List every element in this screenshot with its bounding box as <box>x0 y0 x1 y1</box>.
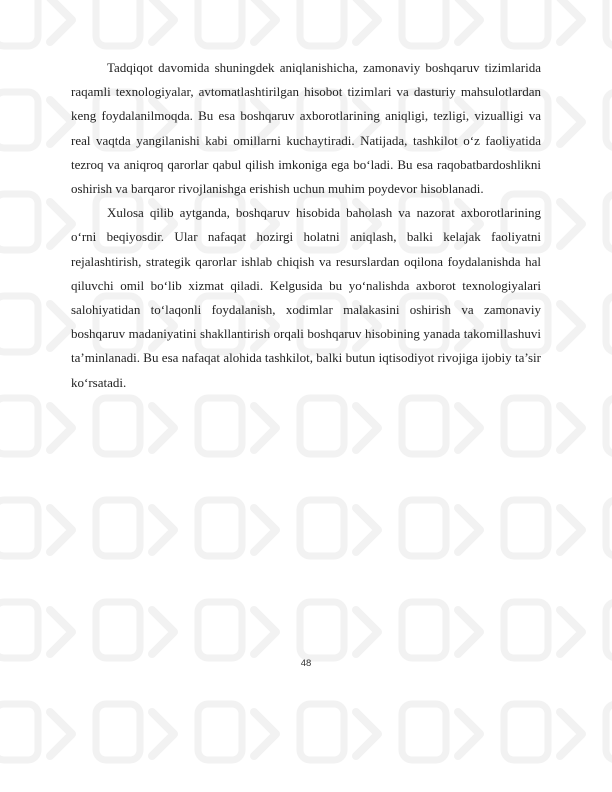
watermark-tile <box>606 92 612 148</box>
watermark-tile <box>606 398 612 454</box>
body-text <box>71 56 541 395</box>
watermark-tile <box>504 500 582 556</box>
watermark-tile <box>504 704 582 760</box>
watermark-tile <box>504 398 582 454</box>
watermark-tile <box>0 500 72 556</box>
watermark-tile <box>606 602 612 658</box>
watermark-tile <box>96 0 174 46</box>
watermark-tile <box>606 704 612 760</box>
paragraph-conclusion: Xulosa qilib aytganda, boshqaruv hisobida baholash va nazorat axborotlarining o‘rni beqiyosdir. Ular nafaqat hozirgi holatni aniqlash, balki kelajak faoliyatni rejalashtirish, strategik qarorlar ishlab chiqish va resurslardan oqilona foydalanishda hal qiluvchi omil bo‘lib xizmat qiladi. Kelgusida bu yo‘nalishda axborot texnologiyalari salohiyatidan to‘laqonli foydalanish, xodimlar malakasini oshirish va zamonaviy boshqaruv madaniyatini shakllantirish orqali boshqaruv hisobining yanada takomillashuvi ta’minlanadi. Bu esa nafaqat alohida tashkilot, balki butun iqtisodiyot rivojiga ijobiy ta’sir ko‘rsatadi. <box>71 205 541 390</box>
watermark-tile <box>96 704 174 760</box>
watermark-tile <box>606 0 612 46</box>
watermark-tile <box>0 92 72 148</box>
watermark-tile <box>300 602 378 658</box>
watermark-tile <box>606 296 612 352</box>
watermark-tile <box>300 500 378 556</box>
watermark-tile <box>300 704 378 760</box>
watermark-tile <box>198 0 276 46</box>
watermark-tile <box>0 704 72 760</box>
watermark-tile <box>96 500 174 556</box>
watermark-tile <box>300 398 378 454</box>
watermark-tile <box>0 398 72 454</box>
watermark-tile <box>0 296 72 352</box>
watermark-tile <box>96 398 174 454</box>
watermark-tile <box>504 602 582 658</box>
watermark-tile <box>504 0 582 46</box>
watermark-tile <box>0 0 72 46</box>
watermark-tile <box>402 500 480 556</box>
watermark-tile <box>198 398 276 454</box>
page-number: 48 <box>300 658 312 669</box>
watermark-tile <box>606 194 612 250</box>
watermark-tile <box>198 602 276 658</box>
watermark-tile <box>96 602 174 658</box>
watermark-tile <box>0 602 72 658</box>
watermark-tile <box>198 704 276 760</box>
watermark-tile <box>198 500 276 556</box>
watermark-tile <box>402 704 480 760</box>
watermark-tile <box>0 194 72 250</box>
watermark-tile <box>402 602 480 658</box>
watermark-tile <box>300 0 378 46</box>
watermark-tile <box>402 0 480 46</box>
watermark-tile <box>402 398 480 454</box>
paragraph-research-findings: Tadqiqot davomida shuningdek aniqlanishicha, zamonaviy boshqaruv tizimlarida raqamli texnologiyalar, avtomatlashtirilgan hisobot tizimlari va dasturiy mahsulotlardan keng foydalanilmoqda. Bu esa boshqaruv axborotlarining aniqligi, tezligi, vizualligi va real vaqtda yangilanishi kabi omillarni kuchaytiradi. Natijada, tashkilot o‘z faoliyatida tezroq va aniqroq qarorlar qabul qilish imkoniga ega bo‘ladi. Bu esa raqobatbardoshlikni oshirish va barqaror rivojlanishga erishish uchun muhim poydevor hisoblanadi. <box>71 60 541 197</box>
watermark-tile <box>606 500 612 556</box>
